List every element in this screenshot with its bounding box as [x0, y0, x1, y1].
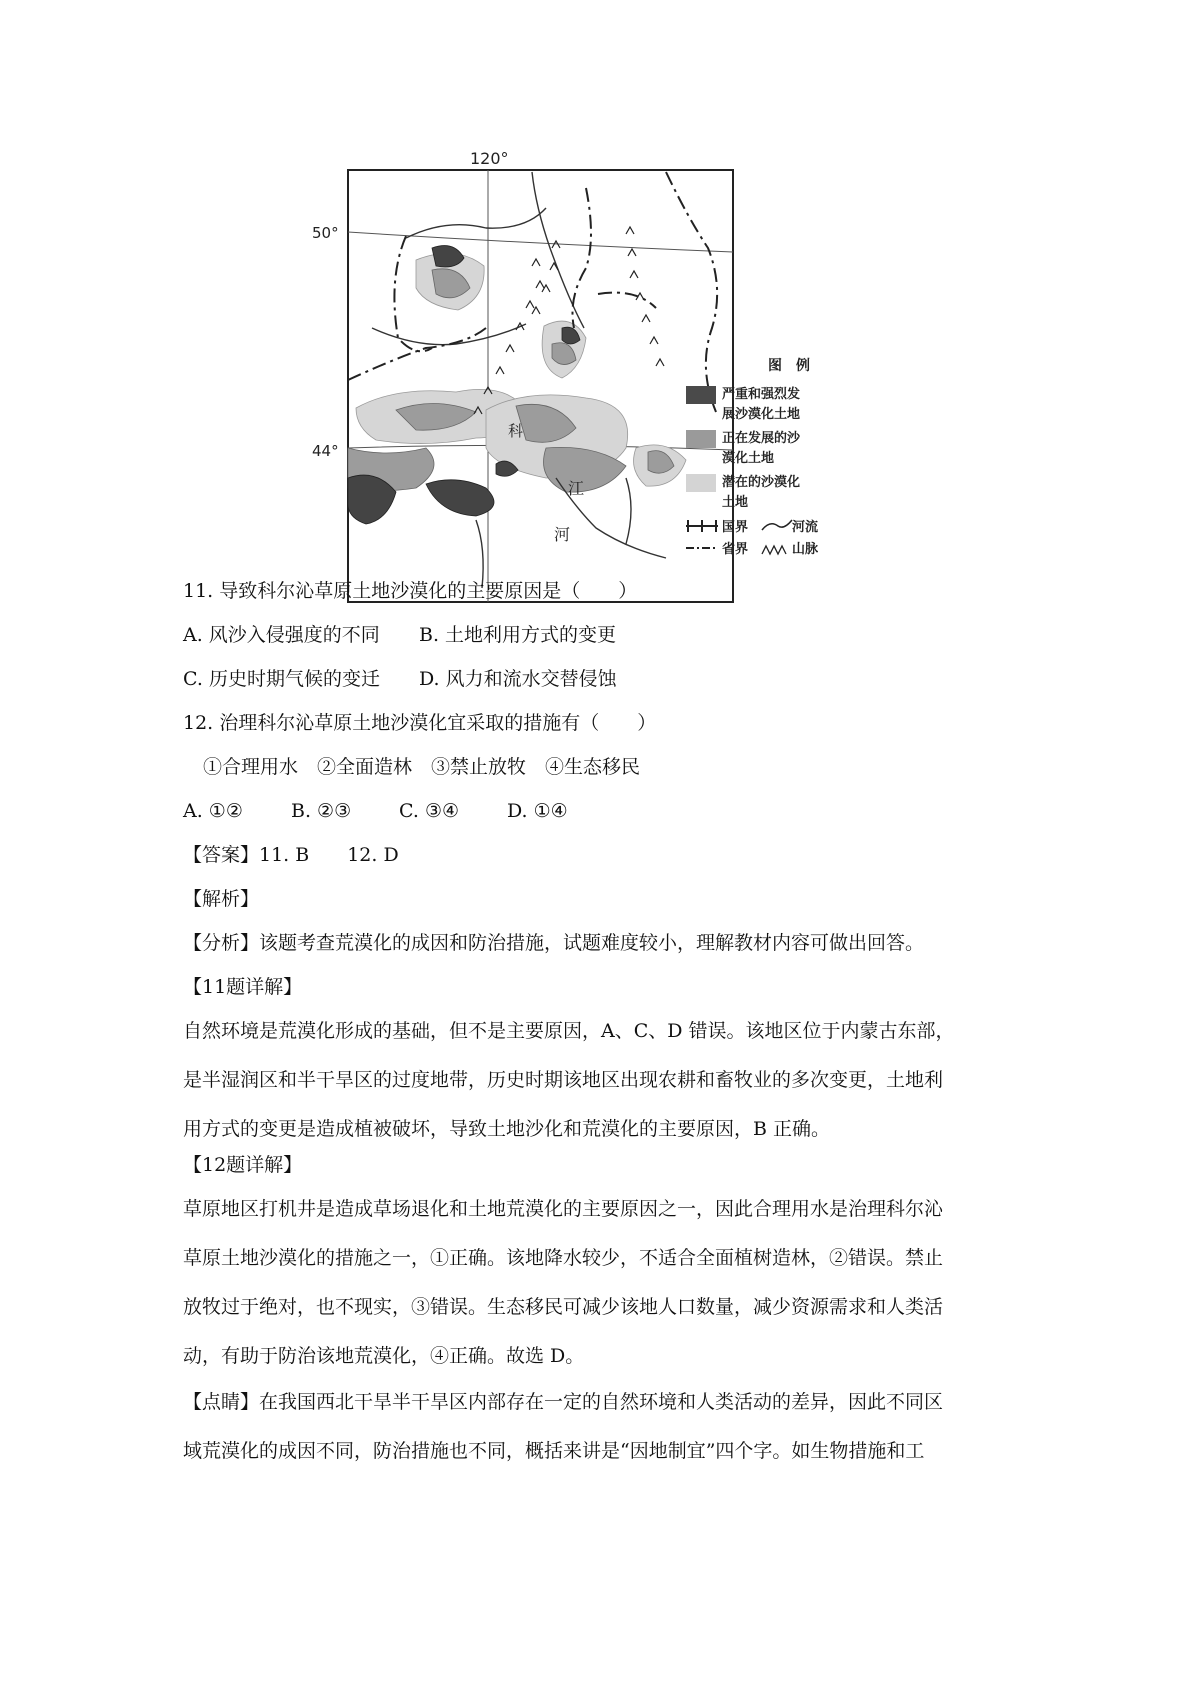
legend-label-potential-1: 潜在的沙漠化: [722, 475, 801, 490]
q11-options-row-1: [183, 622, 616, 648]
q12-detail-line: 草原地区打机井是造成草场退化和土地荒漠化的主要原因之一，因此合理用水是治理科尔沁: [183, 1198, 944, 1220]
q12-measures: ①合理用水 ②全面造林 ③禁止放牧 ④生态移民: [203, 756, 641, 778]
analysis-summary: 【分析】该题考查荒漠化的成因和防治措施，试题难度较小，理解教材内容可做出回答。: [183, 932, 925, 954]
comment-line: 域荒漠化的成因不同，防治措施也不同，概括来讲是“因地制宜”四个字。如生物措施和工: [183, 1440, 925, 1462]
q11-option-d: D. 风力和流水交替侵蚀: [419, 668, 617, 690]
legend-label-severe-1: 严重和强烈发: [722, 387, 801, 402]
lat-label-44: 44°: [312, 442, 339, 460]
q11-options-row-2: [183, 666, 617, 692]
legend-label-potential-2: 土地: [722, 495, 749, 510]
q12-option-c: C. ③④: [399, 800, 460, 822]
q11-option-a: A. 风沙入侵强度的不同: [183, 624, 380, 646]
comment-line: 【点睛】在我国西北干旱半干旱区内部存在一定的自然环境和人类活动的差异，因此不同区: [183, 1391, 944, 1413]
q11-option-c: C. 历史时期气候的变迁: [183, 668, 380, 690]
desertification-map: [312, 148, 920, 610]
lon-label: 120°: [470, 149, 509, 168]
legend-label-provincial-border: 省界: [722, 542, 749, 557]
river-char-he: 河: [554, 525, 571, 544]
legend-label-national-border: 国界: [722, 520, 749, 535]
q11-stem: 11. 导致科尔沁草原土地沙漠化的主要原因是（ ）: [183, 580, 638, 602]
q12-option-a: A. ①②: [183, 800, 243, 822]
q12-detail-line: 动，有助于防治该地荒漠化，④正确。故选 D。: [183, 1345, 585, 1367]
comment: [183, 1378, 1028, 1476]
answer: 【答案】11. B 12. D: [183, 844, 399, 866]
map-frame: [348, 170, 733, 602]
river-char-jiang: 江: [568, 479, 585, 498]
q11-detail-line: 是半湿润区和半干旱区的过度地带，历史时期该地区出现农耕和畜牧业的多次变更，土地利: [183, 1069, 944, 1091]
q12-detail-line: 放牧过于绝对，也不现实，③错误。生态移民可减少该地人口数量，减少资源需求和人类活: [183, 1296, 944, 1318]
legend-title: 图 例: [768, 358, 810, 374]
legend-swatch-potential: [686, 474, 716, 492]
legend-label-mountain: 山脉: [792, 542, 819, 557]
q12-options-row: [183, 798, 568, 824]
legend-label-river: 河流: [792, 520, 819, 535]
legend-swatch-severe: [686, 386, 716, 404]
legend-label-developing-2: 漠化土地: [722, 451, 775, 466]
q12-option-d: D. ①④: [507, 800, 568, 822]
q12-detail: [183, 1185, 1028, 1381]
legend-label-developing-1: 正在发展的沙: [722, 431, 801, 446]
legend-label-severe-2: 展沙漠化土地: [722, 407, 801, 422]
legend-swatch-developing: [686, 430, 716, 448]
q12-stem: 12. 治理科尔沁草原土地沙漠化宜采取的措施有（ ）: [183, 712, 657, 734]
region-char: 科: [508, 422, 524, 440]
lat-label-50: 50°: [312, 224, 339, 242]
q12-option-b: B. ②③: [291, 800, 352, 822]
q11-detail: [183, 1007, 1028, 1154]
analysis-heading: 【解析】: [183, 888, 260, 910]
q11-detail-line: 自然环境是荒漠化形成的基础，但不是主要原因，A、C、D 错误。该地区位于内蒙古东部，: [183, 1020, 955, 1042]
q11-detail-line: 用方式的变更是造成植被破坏，导致土地沙化和荒漠化的主要原因，B 正确。: [183, 1118, 831, 1140]
q11-detail-heading: 【11题详解】: [183, 976, 303, 998]
q11-option-b: B. 土地利用方式的变更: [419, 624, 617, 646]
q12-detail-heading: 【12题详解】: [183, 1154, 303, 1176]
q12-detail-line: 草原土地沙漠化的措施之一，①正确。该地降水较少，不适合全面植树造林，②错误。禁止: [183, 1247, 944, 1269]
